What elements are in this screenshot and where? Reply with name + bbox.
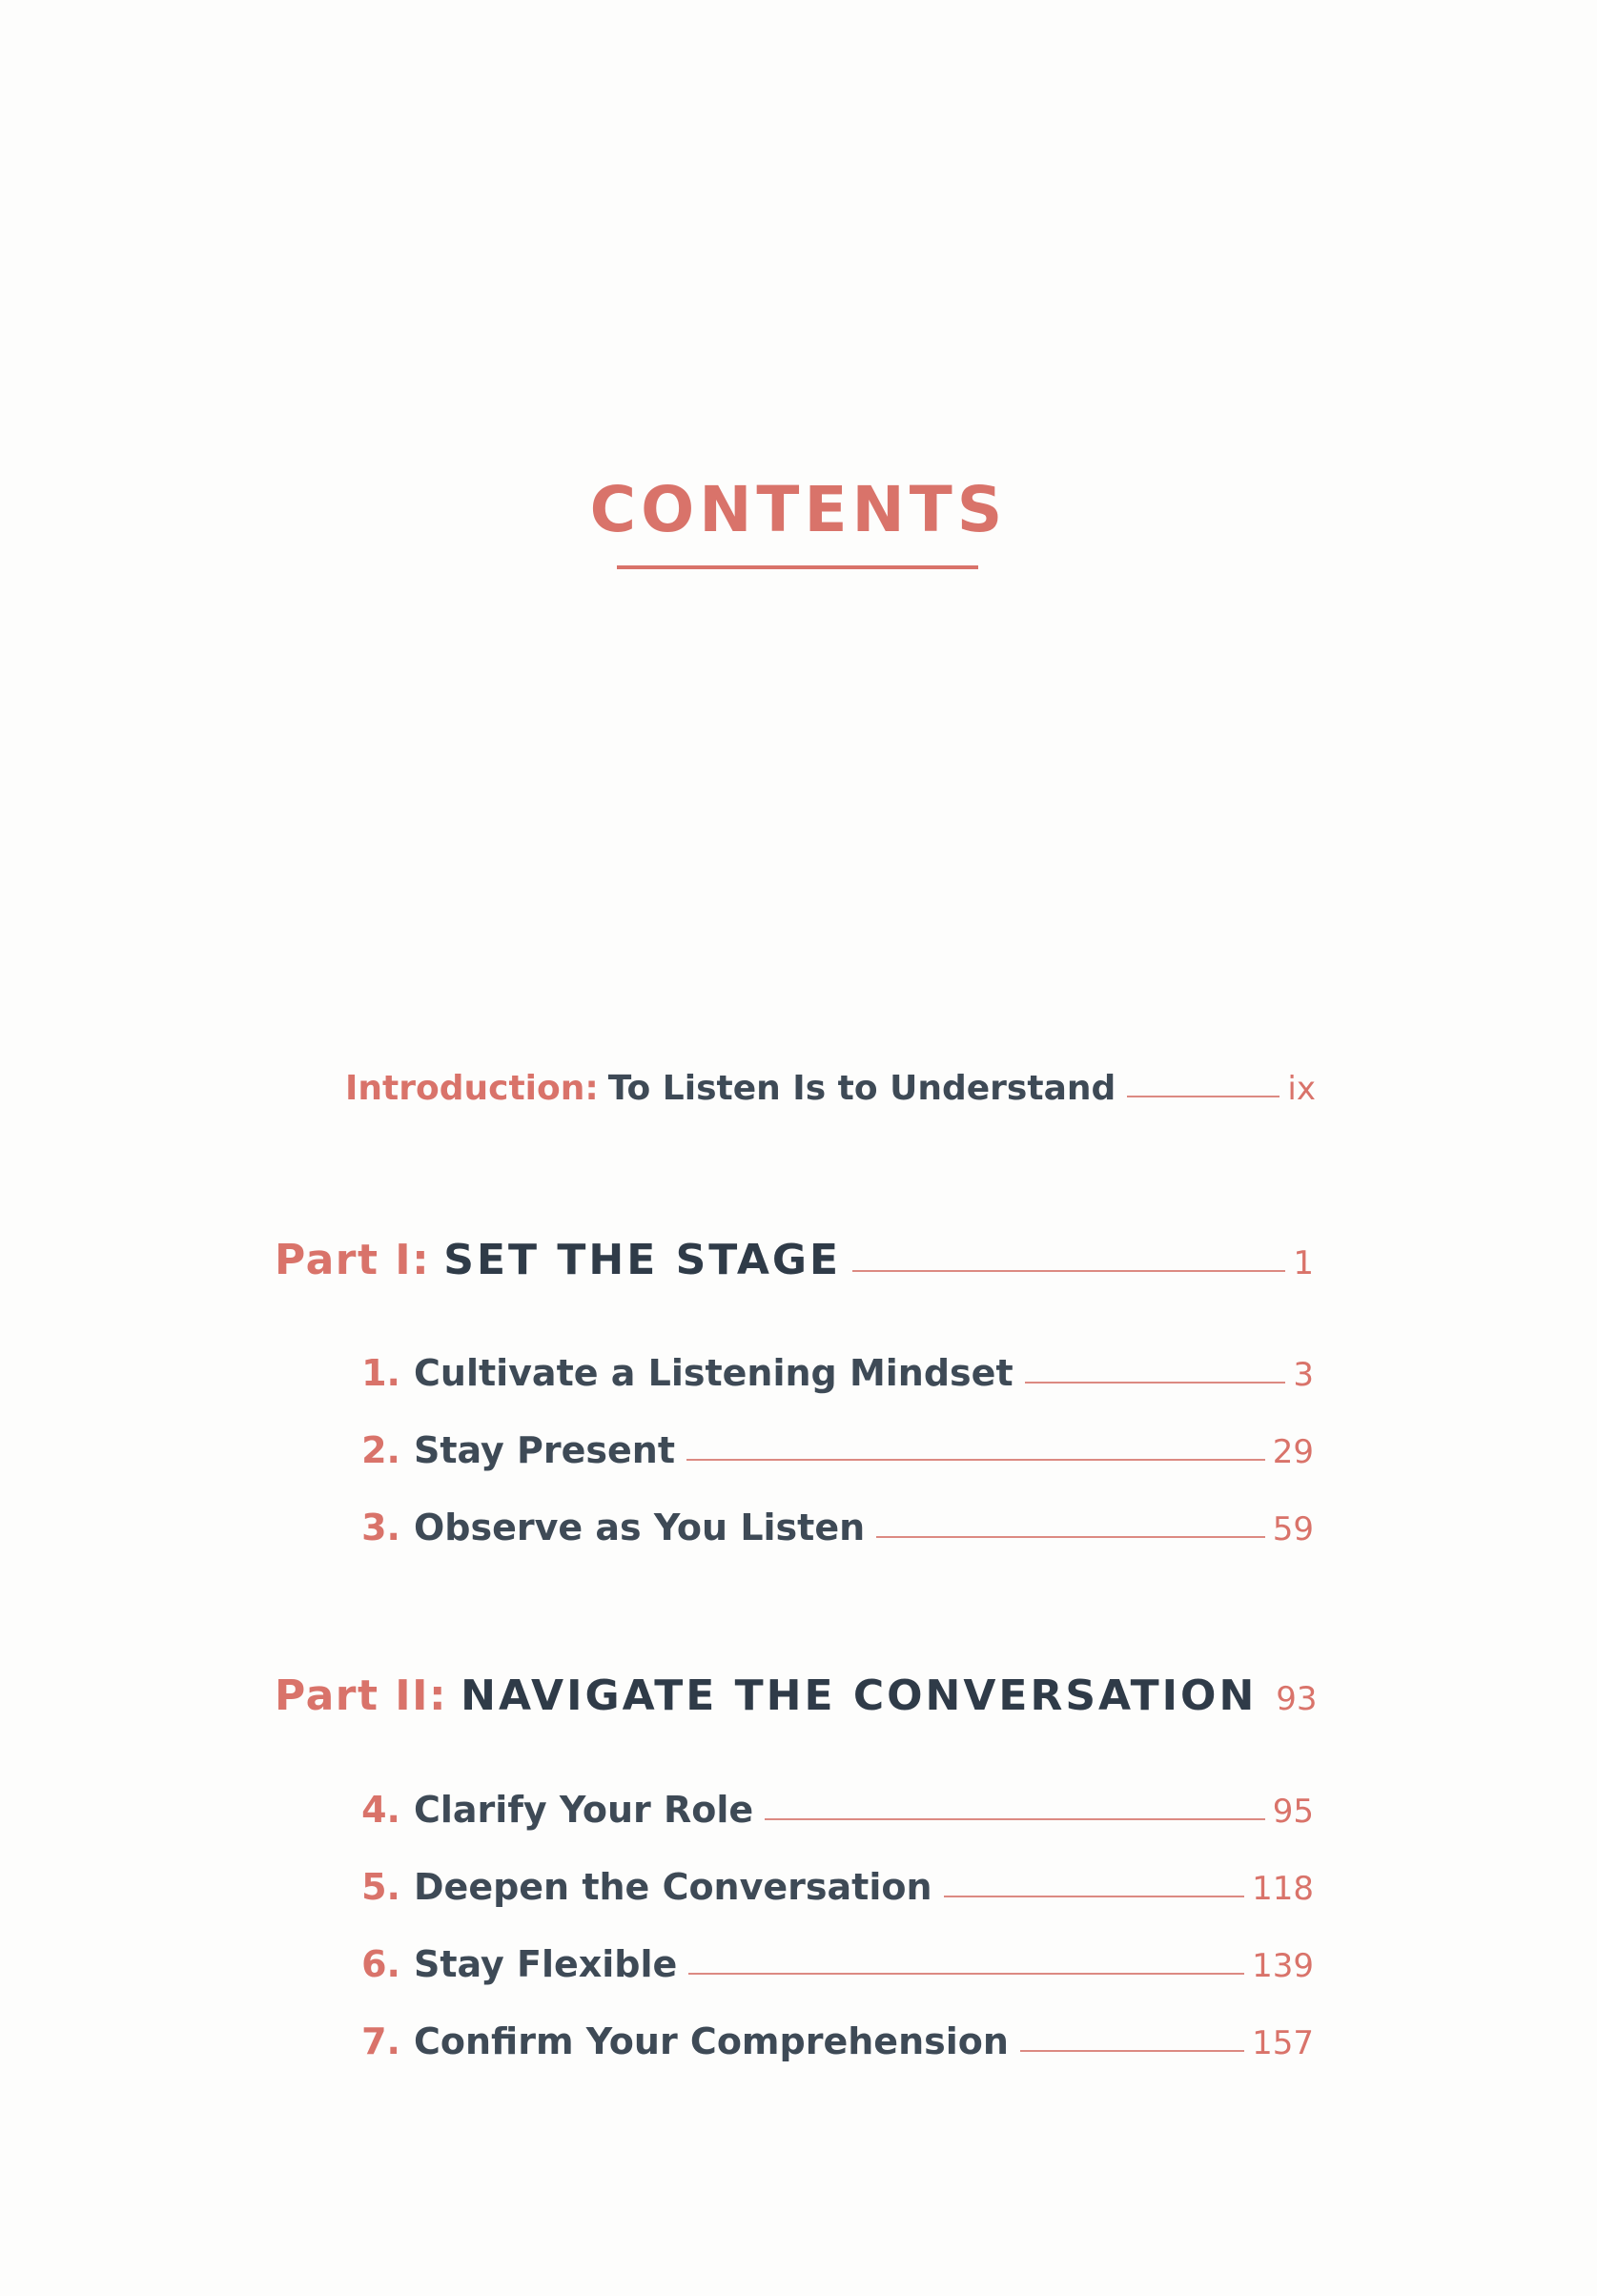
part-title: NAVIGATE THE CONVERSATION xyxy=(461,1671,1258,1720)
toc-entry-chapter-2[interactable] xyxy=(351,1429,1314,1471)
page-number: 29 xyxy=(1272,1433,1314,1471)
page-number: 118 xyxy=(1252,1870,1314,1908)
chapter-title: Clarify Your Role xyxy=(414,1789,754,1831)
chapter-title: Deepen the Conversation xyxy=(414,1866,932,1908)
leader-line xyxy=(1127,1096,1280,1097)
part-label: Part I: xyxy=(275,1236,431,1284)
chapter-number: 5. xyxy=(361,1866,400,1908)
chapter-title: Cultivate a Listening Mindset xyxy=(414,1352,1013,1394)
leader-line xyxy=(688,1973,1244,1975)
leader-line xyxy=(944,1896,1245,1897)
chapter-number: 4. xyxy=(361,1789,400,1831)
toc-entry-chapter-5[interactable] xyxy=(351,1866,1314,1908)
leader-line xyxy=(686,1459,1265,1461)
page-number: 139 xyxy=(1252,1947,1314,1985)
chapter-number: 6. xyxy=(361,1943,400,1985)
chapter-title: Confirm Your Comprehension xyxy=(414,2020,1009,2062)
part-title: SET THE STAGE xyxy=(443,1236,842,1284)
part-label: Part II: xyxy=(275,1671,448,1720)
leader-line xyxy=(852,1270,1285,1272)
chapter-title: Observe as You Listen xyxy=(414,1507,866,1548)
toc-entry-chapter-1[interactable] xyxy=(351,1352,1314,1394)
toc-entry-chapter-4[interactable] xyxy=(351,1789,1314,1831)
contents-heading: CONTENTS xyxy=(589,473,1008,546)
chapter-number: 7. xyxy=(361,2020,400,2062)
page-number: 1 xyxy=(1293,1244,1314,1282)
page-number: 93 xyxy=(1276,1680,1318,1718)
leader-line xyxy=(765,1818,1265,1820)
leader-line xyxy=(1020,2050,1244,2052)
entry-label: Introduction: xyxy=(345,1069,599,1108)
heading-underline xyxy=(617,565,978,569)
chapter-title: Stay Flexible xyxy=(414,1943,678,1985)
chapter-number: 1. xyxy=(361,1352,400,1394)
leader-line xyxy=(876,1536,1265,1538)
leader-line xyxy=(1025,1382,1286,1384)
chapter-number: 3. xyxy=(361,1507,400,1548)
page-number: 3 xyxy=(1293,1356,1314,1394)
toc-entry-introduction[interactable] xyxy=(345,1069,1316,1108)
page-number: 95 xyxy=(1272,1793,1314,1831)
page-number: 157 xyxy=(1252,2024,1314,2062)
toc-entry-chapter-7[interactable] xyxy=(351,2020,1314,2062)
page-number: ix xyxy=(1287,1070,1316,1108)
chapter-title: Stay Present xyxy=(414,1429,675,1471)
toc-entry-part-1[interactable] xyxy=(275,1236,1314,1284)
page-number: 59 xyxy=(1272,1510,1314,1548)
chapter-number: 2. xyxy=(361,1429,400,1471)
entry-title: To Listen Is to Understand xyxy=(607,1069,1116,1108)
toc-entry-part-2[interactable] xyxy=(275,1671,1318,1720)
toc-entry-chapter-6[interactable] xyxy=(351,1943,1314,1985)
toc-entry-chapter-3[interactable] xyxy=(351,1507,1314,1548)
